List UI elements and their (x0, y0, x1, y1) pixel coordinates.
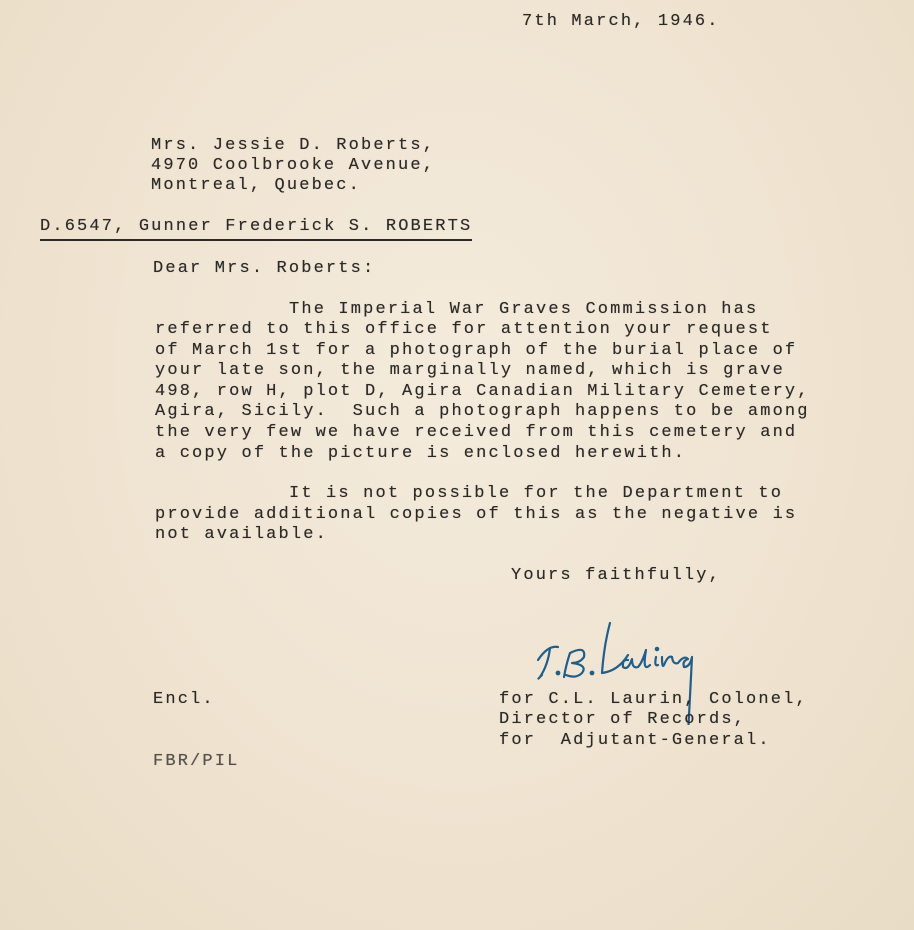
paragraph-line: not available. (155, 525, 328, 544)
paragraph-line: of March 1st for a photograph of the burial place of (155, 341, 798, 360)
paragraph-line: a copy of the picture is enclosed herewith. (155, 444, 687, 463)
signature-block-line: for Adjutant-General. (499, 731, 771, 750)
paragraph-line: The Imperial War Graves Commission has (289, 300, 759, 319)
signature-block-line: Director of Records, (499, 710, 747, 729)
address-line: 4970 Coolbrooke Avenue, (151, 156, 436, 175)
address-line: Montreal, Quebec. (151, 176, 361, 195)
paragraph-line: your late son, the marginally named, which is grave (155, 361, 785, 380)
closing: Yours faithfully, (511, 566, 721, 585)
paragraph-line: referred to this office for attention your request (155, 320, 773, 339)
paragraph-line: the very few we have received from this cemetery and (155, 423, 798, 442)
paragraph-line: Agira, Sicily. Such a photograph happens to be among (155, 402, 810, 421)
enclosure-note: Encl. (153, 690, 215, 709)
salutation: Dear Mrs. Roberts: (153, 259, 376, 278)
reference-initials: FBR/PIL (153, 752, 240, 771)
paragraph-line: provide additional copies of this as the negative is (155, 505, 798, 524)
paragraph-line: It is not possible for the Department to (289, 484, 784, 503)
subject-line: D.6547, Gunner Frederick S. ROBERTS (40, 217, 472, 241)
paragraph-line: 498, row H, plot D, Agira Canadian Military Cemetery, (155, 382, 810, 401)
signature-block-line: for C.L. Laurin, Colonel, (499, 690, 808, 709)
address-line: Mrs. Jessie D. Roberts, (151, 136, 436, 155)
letter-date: 7th March, 1946. (522, 12, 720, 31)
